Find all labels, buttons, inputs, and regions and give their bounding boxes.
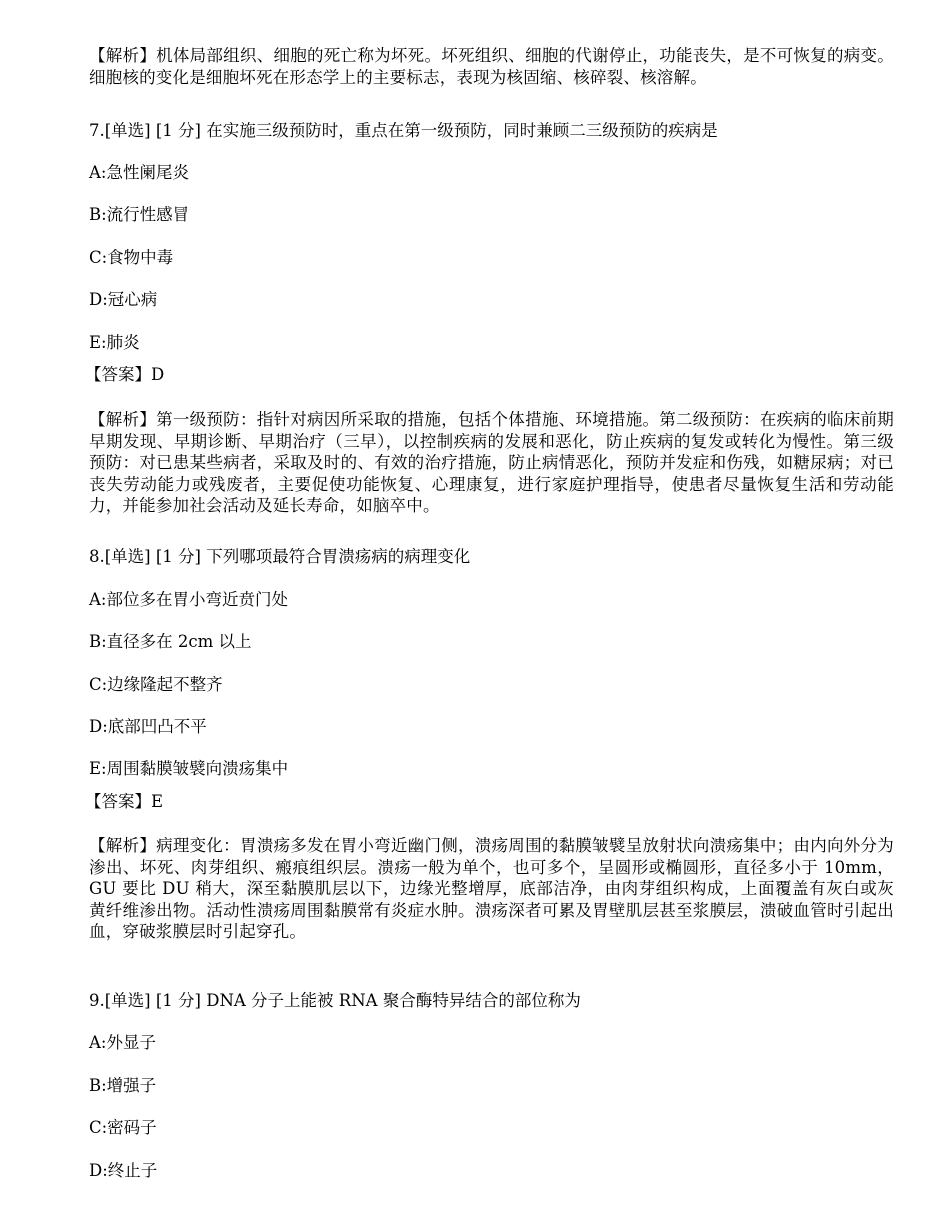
question-stem: 7.[单选] [1 分] 在实施三级预防时，重点在第一级预防，同时兼顾二三级预防的疾病是 bbox=[89, 121, 718, 140]
option-c: C:食物中毒 bbox=[89, 248, 174, 267]
option-e: E:肺炎 bbox=[89, 333, 140, 352]
question-stem: 9.[单选] [1 分] DNA 分子上能被 RNA 聚合酶特异结合的部位称为 bbox=[89, 991, 581, 1010]
option-c: C:边缘隆起不整齐 bbox=[89, 675, 223, 694]
analysis-paragraph: 【解析】病理变化：胃溃疡多发在胃小弯近幽门侧，溃疡周围的黏膜皱襞呈放射状向溃疡集中；由内向外分为渗出、坏死、肉芽组织、瘢痕组织层。溃疡一般为单个，也可多个，呈圆形或椭圆形，直径多小于 10mm，GU 要比 DU 稍大，深至黏膜肌层以下，边缘光整增厚，底部洁净，由肉芽组织构成，上面覆盖有灰白或灰黄纤维渗出物。活动性溃疡周围黏膜常有炎症水肿。溃疡深者可累及胃壁肌层甚至浆膜层，溃破血管时引起出血，穿破浆膜层时引起穿孔。 bbox=[89, 836, 894, 941]
option-e: E:周围黏膜皱襞向溃疡集中 bbox=[89, 759, 289, 778]
answer-line: 【答案】D bbox=[85, 365, 165, 384]
option-d: D:终止子 bbox=[89, 1161, 158, 1180]
option-d: D:底部凹凸不平 bbox=[89, 717, 207, 736]
analysis-paragraph: 【解析】第一级预防：指针对病因所采取的措施，包括个体措施、环境措施。第二级预防：在疾病的临床前期早期发现、早期诊断、早期治疗（三早），以控制疾病的发展和恶化，防止疾病的复发或转化为慢性。第三级预防：对已患某些病者，采取及时的、有效的治疗措施，防止病情恶化，预防并发症和伤残，如糖尿病；对已丧失劳动能力或残废者，主要促使功能恢复、心理康复，进行家庭护理指导，使患者尽量恢复生活和劳动能力，并能参加社会活动及延长寿命，如脑卒中。 bbox=[89, 410, 894, 515]
option-a: A:部位多在胃小弯近贲门处 bbox=[89, 590, 288, 609]
answer-line: 【答案】E bbox=[85, 792, 164, 811]
option-d: D:冠心病 bbox=[89, 290, 158, 309]
question-stem: 8.[单选] [1 分] 下列哪项最符合胃溃疡病的病理变化 bbox=[89, 547, 471, 566]
option-b: B:流行性感冒 bbox=[89, 205, 190, 224]
option-a: A:急性阑尾炎 bbox=[89, 163, 189, 182]
analysis-paragraph: 【解析】机体局部组织、细胞的死亡称为坏死。坏死组织、细胞的代谢停止，功能丧失，是不可恢复的病变。细胞核的变化是细胞坏死在形态学上的主要标志，表现为核固缩、核碎裂、核溶解。 bbox=[89, 46, 894, 87]
option-c: C:密码子 bbox=[89, 1118, 157, 1137]
option-a: A:外显子 bbox=[89, 1033, 156, 1052]
option-b: B:直径多在 2cm 以上 bbox=[89, 632, 252, 651]
option-b: B:增强子 bbox=[89, 1076, 157, 1095]
